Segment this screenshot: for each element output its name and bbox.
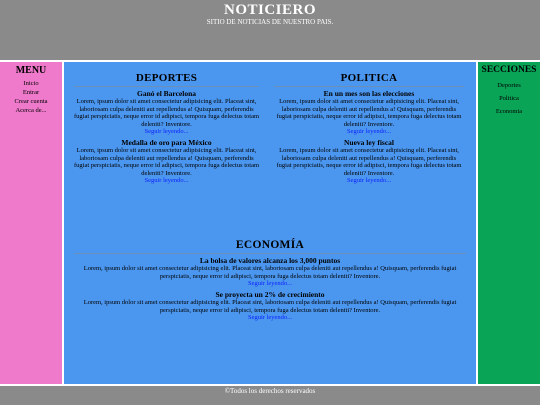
site-subtitle: SITIO DE NOTICIAS DE NUESTRO PAIS. bbox=[206, 18, 334, 26]
main-content bbox=[64, 62, 476, 384]
site-title: NOTICIERO bbox=[223, 2, 317, 18]
deportes-section bbox=[74, 72, 259, 185]
menu-sidebar bbox=[0, 62, 62, 384]
article-headline: En un mes son las elecciones bbox=[323, 89, 415, 98]
article-body: Lorem, ipsum dolor sit amet consectetur adipisicing elit. Placeat sint, laboriosam culpa deleniti aut repellendus a! Quisquam, perferendis fugiat perspiciatis, neque error id adipisci, tempora fuga delectus totam deleniti? Inventore. bbox=[276, 147, 462, 177]
secciones-title: SECCIONES bbox=[481, 65, 537, 75]
read-more-link[interactable]: Seguir leyendo... bbox=[144, 177, 189, 184]
article bbox=[74, 138, 259, 185]
politica-section bbox=[274, 72, 464, 185]
section-link-deportes[interactable]: Deportes bbox=[497, 82, 521, 89]
menu-title: MENU bbox=[15, 65, 47, 76]
article-headline: La bolsa de valores alcanza los 3,000 puntos bbox=[199, 256, 341, 265]
politica-title: POLITICA bbox=[274, 72, 464, 87]
read-more-link[interactable]: Seguir leyendo... bbox=[346, 128, 392, 135]
article bbox=[274, 138, 464, 185]
article-headline: Nueva ley fiscal bbox=[344, 138, 394, 147]
article-body: Lorem, ipsum dolor sit amet consectetur adipisicing elit. Placeat sint, laboriosam culpa deleniti aut repellendus a! Quisquam, perferendis fugiat perspiciatis, neque error id adipisci, tempora fuga delectus totam deleniti? Inventore. bbox=[74, 98, 260, 128]
section-link-politica[interactable]: Politica bbox=[499, 95, 519, 102]
section-link-economia[interactable]: Economia bbox=[495, 108, 523, 115]
article-body: Lorem, ipsum dolor sit amet consectetur adipisicing elit. Placeat sint, laboriosam culpa deleniti aut repellendus a! Quisquam, perferendis fugiat perspiciatis, neque error id adipisci, tempora fuga delectus totam deleniti? Inventore. bbox=[83, 299, 457, 314]
site-header bbox=[0, 0, 540, 60]
menu-item-crear-cuenta[interactable]: Crear cuenta bbox=[14, 98, 48, 105]
article-headline: Se proyecta un 2% de crecimiento bbox=[215, 290, 325, 299]
read-more-link[interactable]: Seguir leyendo... bbox=[247, 314, 293, 321]
article-body: Lorem, ipsum dolor sit amet consectetur adipisicing elit. Placeat sint, laboriosam culpa deleniti aut repellendus a! Quisquam, perferendis fugiat perspiciatis, neque error id adipisci, tempora fuga delectus totam deleniti? Inventore. bbox=[74, 147, 260, 177]
read-more-link[interactable]: Seguir leyendo... bbox=[144, 128, 189, 135]
article bbox=[74, 89, 259, 136]
site-footer bbox=[0, 386, 540, 405]
menu-item-entrar[interactable]: Entrar bbox=[22, 89, 40, 96]
article bbox=[74, 256, 466, 288]
article bbox=[74, 290, 466, 322]
menu-item-inicio[interactable]: Inicio bbox=[23, 80, 39, 87]
secciones-sidebar bbox=[478, 62, 540, 384]
article-body: Lorem, ipsum dolor sit amet consectetur adipisicing elit. Placeat sint, laboriosam culpa deleniti aut repellendus a! Quisquam, perferendis fugiat perspiciatis, neque error id adipisci, tempora fuga delectus totam deleniti? Inventore. bbox=[276, 98, 462, 128]
read-more-link[interactable]: Seguir leyendo... bbox=[346, 177, 392, 184]
read-more-link[interactable]: Seguir leyendo... bbox=[247, 280, 293, 287]
article-headline: Ganó el Barcelona bbox=[136, 89, 197, 98]
footer-text: ©Todos los derechos reservados bbox=[224, 387, 316, 395]
article bbox=[274, 89, 464, 136]
economia-section bbox=[74, 239, 466, 322]
economia-title: ECONOMÍA bbox=[74, 239, 466, 254]
article-headline: Medalla de oro para México bbox=[121, 138, 212, 147]
article-body: Lorem, ipsum dolor sit amet consectetur adipisicing elit. Placeat sint, laboriosam culpa deleniti aut repellendus a! Quisquam, perferendis fugiat perspiciatis, neque error id adipisci, tempora fuga delectus totam deleniti? Inventore. bbox=[83, 265, 457, 280]
menu-item-acerca-de[interactable]: Acerca de... bbox=[15, 107, 47, 114]
deportes-title: DEPORTES bbox=[74, 72, 259, 87]
